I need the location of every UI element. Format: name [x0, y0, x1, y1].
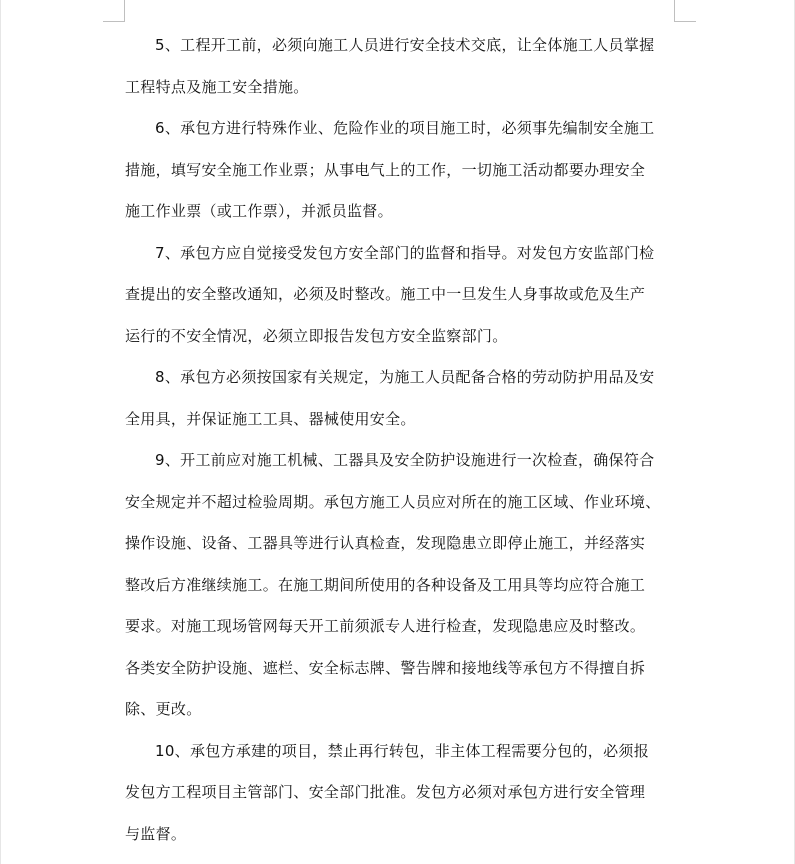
text-line: 措施，填写安全施工作业票；从事电气上的工作，一切施工活动都要办理安全	[125, 160, 646, 179]
text-line: 要求。对施工现场管网每天开工前须派专人进行检查，发现隐患应及时整改。	[125, 617, 646, 635]
paragraph-8	[125, 357, 677, 440]
paragraph-7	[125, 233, 677, 358]
paragraph-6	[125, 108, 677, 233]
text-line: 运行的不安全情况，必须立即报告发包方安全监察部门。	[125, 326, 508, 345]
text-line: 整改后方准继续施工。在施工期间所使用的各种设备及工用具等均应符合施工	[125, 575, 646, 594]
paragraph-10	[125, 731, 677, 856]
text-line: 操作设施、设备、工器具等进行认真检查，发现隐患立即停止施工，并经落实	[125, 534, 646, 552]
text-line: 施工作业票（或工作票），并派员监督。	[125, 202, 393, 220]
text-line: 7、承包方应自觉接受发包方安全部门的监督和指导。对发包方安监部门检	[155, 243, 655, 262]
paragraph-5	[125, 25, 677, 108]
text-line: 发包方工程项目主管部门、安全部门批准。发包方必须对承包方进行安全管理	[125, 783, 646, 801]
text-line: 5、工程开工前，必须向施工人员进行安全技术交底，让全体施工人员掌握	[155, 36, 655, 54]
text-line: 查提出的安全整改通知，必须及时整改。施工中一旦发生人身事故或危及生产	[125, 285, 646, 303]
text-line: 除、更改。	[125, 700, 202, 718]
text-line: 各类安全防护设施、遮栏、安全标志牌、警告牌和接地线等承包方不得擅自拆	[125, 658, 646, 677]
text-line: 安全规定并不超过检验周期。承包方施工人员应对所在的施工区域、作业环境、	[125, 492, 661, 511]
text-line: 工程特点及施工安全措施。	[125, 77, 309, 96]
text-line: 9、开工前应对施工机械、工器具及安全防护设施进行一次检查，确保符合	[155, 451, 655, 469]
page-corner-mark-left	[103, 0, 125, 22]
text-line: 与监督。	[125, 824, 187, 843]
paragraph-9	[125, 440, 677, 731]
document-body[interactable]	[125, 25, 677, 855]
text-line: 全用具，并保证施工工具、器械使用安全。	[125, 409, 416, 428]
page-corner-mark-right	[674, 0, 696, 22]
text-line: 8、承包方必须按国家有关规定，为施工人员配备合格的劳动防护用品及安	[155, 368, 655, 386]
text-line: 10、承包方承建的项目，禁止再行转包，非主体工程需要分包的，必须报	[155, 741, 649, 760]
text-line: 6、承包方进行特殊作业、危险作业的项目施工时，必须事先编制安全施工	[155, 119, 655, 137]
